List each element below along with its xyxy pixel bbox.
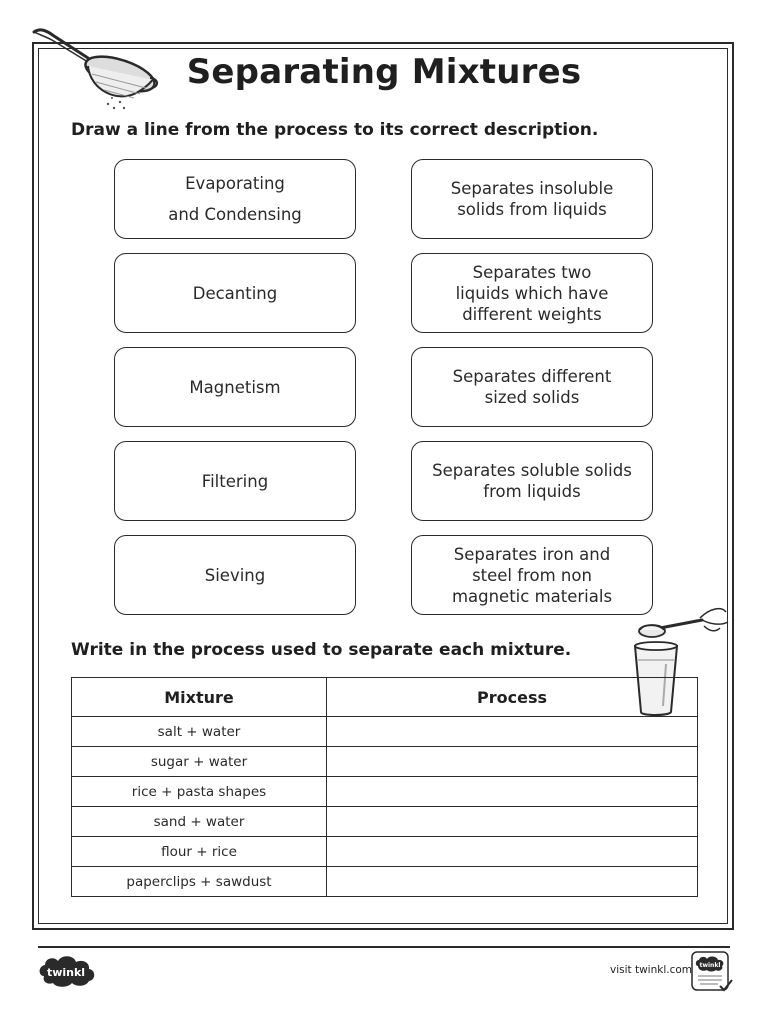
process-answer-cell[interactable] — [327, 807, 698, 837]
description-box-1: Separates insoluble solids from liquids — [411, 159, 653, 239]
quality-badge-icon — [690, 950, 734, 994]
process-box-decanting: Decanting — [114, 253, 356, 333]
table-row — [72, 837, 698, 867]
description-box-4: Separates soluble solids from liquids — [411, 441, 653, 521]
description-box-5: Separates iron and steel from non magnetic materials — [411, 535, 653, 615]
table-row — [72, 747, 698, 777]
process-answer-cell[interactable] — [327, 717, 698, 747]
process-answer-cell[interactable] — [327, 777, 698, 807]
process-answer-cell[interactable] — [327, 837, 698, 867]
mixture-cell: paperclips + sawdust — [72, 867, 327, 897]
table-row — [72, 867, 698, 897]
table-row — [72, 807, 698, 837]
mixture-cell: salt + water — [72, 717, 327, 747]
mixture-table — [71, 677, 698, 897]
header-process: Process — [327, 678, 698, 717]
header-mixture: Mixture — [72, 678, 327, 717]
mixture-cell: sand + water — [72, 807, 327, 837]
process-box-sieving: Sieving — [114, 535, 356, 615]
page-title: Separating Mixtures — [186, 52, 582, 92]
visit-link[interactable]: visit twinkl.com — [610, 964, 693, 976]
twinkl-logo[interactable] — [36, 952, 98, 990]
mixture-cell: flour + rice — [72, 837, 327, 867]
description-box-2: Separates two liquids which have different weights — [411, 253, 653, 333]
matching-instruction: Draw a line from the process to its correct description. — [71, 120, 599, 140]
mixture-cell: sugar + water — [72, 747, 327, 777]
footer-divider — [38, 946, 730, 948]
table-header-row — [72, 678, 698, 717]
description-box-3: Separates different sized solids — [411, 347, 653, 427]
badge-text: twinkl — [699, 962, 721, 969]
process-box-magnetism: Magnetism — [114, 347, 356, 427]
process-box-evaporating: Evaporating and Condensing — [114, 159, 356, 239]
table-row — [72, 717, 698, 747]
process-answer-cell[interactable] — [327, 747, 698, 777]
process-box-filtering: Filtering — [114, 441, 356, 521]
process-answer-cell[interactable] — [327, 867, 698, 897]
table-row — [72, 777, 698, 807]
table-instruction: Write in the process used to separate each mixture. — [71, 640, 572, 660]
mixture-cell: rice + pasta shapes — [72, 777, 327, 807]
logo-text: twinkl — [46, 966, 86, 979]
